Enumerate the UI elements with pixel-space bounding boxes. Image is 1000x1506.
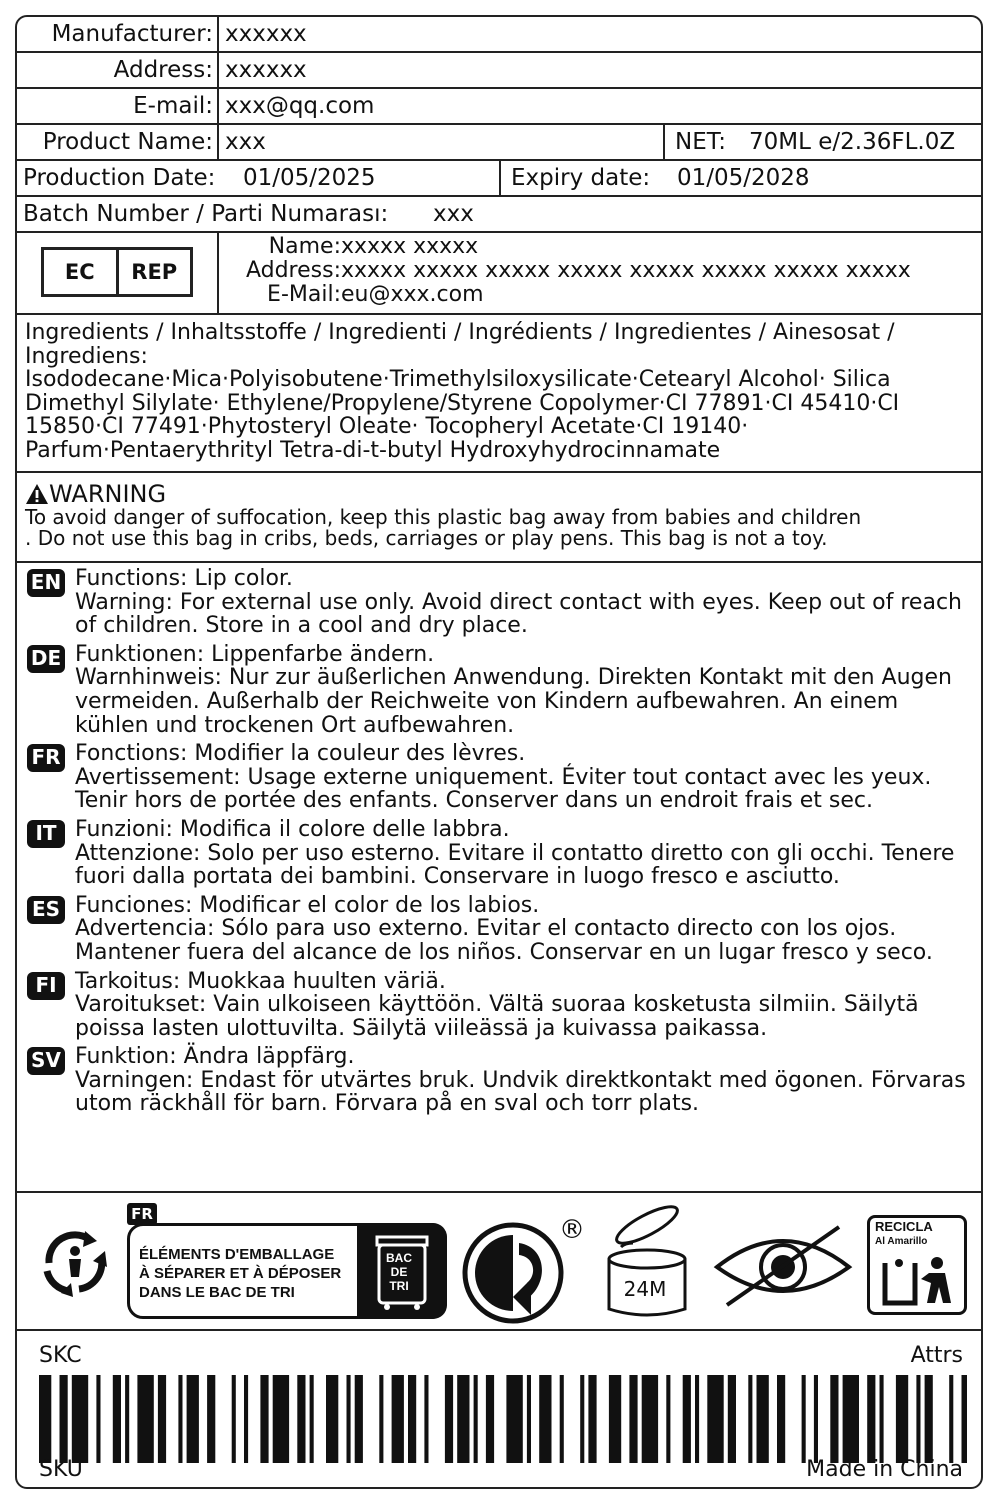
barcode-bar: [560, 1375, 564, 1463]
ingredients-heading: Ingredients / Inhaltsstoffe / Ingredienti / Ingrédients / Ingredientes / Ainesosat / Ingrediens:: [25, 320, 895, 369]
ingredients-list: Isododecane·Mica·Polyisobutene·Trimethylsiloxysilicate·Cetearyl Alcohol· Silica Dimethyl Silylate· Ethylene/Propylene/Styrene Copolymer·CI 77891·CI 45410·CI 15850·CI 77491·Phytosteryl Oleate· Tocopheryl Acetate·CI 19140· Parfum·Pentaerythrityl Tetra-di-t-butyl Hydroxyhydrocinnamate: [25, 367, 900, 463]
barcode-bar: [925, 1375, 933, 1463]
triman-line-2: À SÉPARER ET À DÉPOSER: [139, 1265, 342, 1282]
barcode-bar: [867, 1375, 875, 1463]
lang-block-de: [19, 643, 973, 737]
lang-warning-es: Advertencia: Sólo para uso externo. Evitar el contacto directo con los ojos. Mantener fuera del alcance de los niños. Conservar en un lugar fresco y seco.: [75, 916, 933, 965]
rep-email-label: E-Mail:: [267, 282, 341, 307]
production-date-label: Production Date:: [23, 165, 216, 191]
barcode-bar: [748, 1375, 752, 1463]
barcode-bar: [207, 1375, 215, 1463]
barcode-bar: [297, 1375, 305, 1463]
bac-line-1: BAC: [386, 1251, 412, 1265]
barcode-bar: [609, 1375, 621, 1463]
barcode-bar: [949, 1375, 953, 1463]
barcode-bar: [757, 1375, 769, 1463]
barcode-bar: [60, 1375, 68, 1463]
barcode-bar: [244, 1375, 248, 1463]
product-name-value: xxx: [225, 129, 266, 155]
ec-rep-details: [231, 235, 911, 307]
manufacturer-label: Manufacturer:: [51, 21, 213, 47]
barcode-bar: [814, 1375, 818, 1463]
pao-text: 24M: [623, 1277, 667, 1301]
barcode-bar: [355, 1375, 363, 1463]
lang-badge-en: EN: [27, 569, 65, 597]
symbols-section: [17, 1193, 981, 1331]
barcode-bar: [96, 1375, 100, 1463]
barcode-bar: [379, 1375, 383, 1463]
barcode-bar: [273, 1375, 289, 1463]
barcode-bar: [445, 1375, 453, 1463]
barcode-bar: [260, 1375, 268, 1463]
barcode-bar: [457, 1375, 469, 1463]
barcode-bar: [486, 1375, 494, 1463]
barcode-bar: [113, 1375, 121, 1463]
lang-warning-fr: Avertissement: Usage externe uniquement. Éviter tout contact avec les yeux. Tenir hors de portée des enfants. Conserver dans un endroit frais et sec.: [75, 764, 932, 814]
lang-function-en: Functions: Lip color.: [75, 566, 293, 591]
email-row: [17, 89, 981, 125]
triman-line-1: ÉLÉMENTS D'EMBALLAGE: [139, 1246, 335, 1263]
product-row: [17, 125, 981, 161]
barcode-skc: SKC: [39, 1343, 82, 1368]
address-row: [17, 53, 981, 89]
lang-function-it: Funzioni: Modifica il colore delle labbra.: [75, 816, 510, 842]
recicla-subtitle: Al Amarillo: [875, 1236, 928, 1247]
barcode-bar: [580, 1375, 584, 1463]
barcode-bar: [158, 1375, 166, 1463]
ec-text: EC: [44, 250, 119, 294]
barcode-bar: [39, 1375, 51, 1463]
warning-title: WARNING: [49, 480, 167, 508]
rep-name-value: xxxxx xxxxx: [341, 234, 479, 259]
barcode-bar: [310, 1375, 314, 1463]
registered-mark: ®: [559, 1215, 585, 1245]
lang-block-es: [19, 894, 973, 965]
batch-row: [17, 197, 981, 233]
address-value: xxxxxx: [225, 57, 307, 83]
lang-block-sv: [19, 1045, 973, 1116]
triman-recycle-icon: [35, 1223, 115, 1303]
manufacturer-row: [17, 17, 981, 53]
rep-address-label: Address:: [245, 258, 341, 283]
batch-label: Batch Number / Parti Numarası:: [23, 201, 389, 227]
barcode-bar: [588, 1375, 596, 1463]
barcode-bar: [843, 1375, 859, 1463]
production-date-value: 01/05/2025: [243, 165, 376, 191]
barcode-bar: [506, 1375, 522, 1463]
product-label: [15, 15, 983, 1489]
barcode-bar: [326, 1375, 338, 1463]
net-value: 70ML e/2.36FL.0Z: [749, 129, 956, 155]
bac-text: [379, 1251, 419, 1293]
barcode-bar: [880, 1375, 884, 1463]
bac-line-2: DE: [390, 1265, 408, 1279]
recicla-title: RECICLA: [875, 1219, 933, 1234]
rep-address-value: xxxxx xxxxx xxxxx xxxxx xxxxx xxxxx xxxxx xxxxx: [341, 258, 911, 283]
warning-line-1: To avoid danger of suffocation, keep this plastic bag away from babies and children: [25, 505, 862, 529]
ec-rep-symbol: [41, 247, 193, 297]
net-label: NET:: [675, 129, 727, 155]
barcode-bar: [347, 1375, 351, 1463]
triman-text: [139, 1245, 341, 1302]
barcode-bar: [137, 1375, 153, 1463]
barcode-bar: [802, 1375, 806, 1463]
rep-text: REP: [131, 260, 178, 284]
barcode-bar: [125, 1375, 129, 1463]
barcode-bar: [187, 1375, 199, 1463]
lang-warning-de: Warnhinweis: Nur zur äußerlichen Anwendung. Direkten Kontakt mit den Augen vermeiden. Außerhalb der Reichweite von Kindern aufbewahren. An einem kühlen und trockenen Ort aufbewahren.: [75, 665, 952, 738]
barcode-bar: [642, 1375, 658, 1463]
lang-block-fi: [19, 970, 973, 1041]
barcode-bar: [424, 1375, 428, 1463]
lang-warning-fi: Varoitukset: Vain ulkoiseen käyttöön. Vältä suoraa kosketusta silmiin. Säilytä poissa lasten ulottuvilta. Säilytä viileässä ja kuivassa paikassa.: [75, 992, 919, 1041]
batch-value: xxx: [433, 201, 474, 227]
barcode-bar: [777, 1375, 785, 1463]
triman-fr-badge: FR: [127, 1203, 157, 1225]
barcode-sku: SKU: [39, 1457, 83, 1482]
lang-function-de: Funktionen: Lippenfarbe ändern.: [75, 641, 435, 667]
ec-rep-row: [17, 233, 981, 315]
address-label: Address:: [113, 57, 213, 83]
lang-function-fi: Tarkoitus: Muokkaa huulten väriä.: [75, 968, 446, 994]
barcode-bar: [392, 1375, 404, 1463]
lang-warning-en: Warning: For external use only. Avoid direct contact with eyes. Keep out of reach of children. Store in a cool and dry place.: [75, 589, 962, 639]
recicla-person-bin-icon: [881, 1253, 957, 1309]
email-label: E-mail:: [133, 93, 213, 119]
lang-function-es: Funciones: Modificar el color de los labios.: [75, 892, 540, 918]
lang-badge-es: ES: [27, 896, 65, 924]
barcode-bar: [695, 1375, 699, 1463]
dates-row: [17, 161, 981, 197]
lang-function-sv: Funktion: Ändra läppfärg.: [75, 1044, 355, 1070]
rep-name-label: Name:: [268, 234, 341, 259]
barcode-bar: [72, 1375, 88, 1463]
avoid-eyes-icon: [713, 1223, 853, 1307]
ingredients-section: [17, 315, 981, 473]
green-dot-icon: [461, 1221, 565, 1325]
barcode-bar: [916, 1375, 920, 1463]
barcode-bar: [896, 1375, 908, 1463]
warning-section: [17, 473, 981, 563]
barcode-bar: [728, 1375, 736, 1463]
email-value: xxx@qq.com: [225, 93, 375, 119]
barcode-bar: [527, 1375, 531, 1463]
rep-email-value: eu@xxx.com: [341, 282, 484, 307]
lang-badge-de: DE: [27, 645, 65, 673]
lang-block-fr: [19, 742, 973, 813]
lang-warning-it: Attenzione: Solo per uso esterno. Evitare il contatto diretto con gli occhi. Tenere fuori dalla portata dei bambini. Conservare in luogo fresco e asciutto.: [75, 840, 955, 890]
barcode-section: [17, 1331, 981, 1489]
barcode-bars: [39, 1375, 967, 1463]
lang-badge-fr: FR: [27, 744, 65, 772]
multilingual-section: [17, 563, 981, 1193]
barcode-bar: [474, 1375, 478, 1463]
lang-badge-fi: FI: [27, 972, 65, 1000]
manufacturer-value: xxxxxx: [225, 21, 307, 47]
barcode-bar: [629, 1375, 637, 1463]
lang-badge-it: IT: [27, 820, 65, 848]
lang-block-it: [19, 818, 973, 889]
product-name-label: Product Name:: [42, 129, 213, 155]
lang-badge-sv: SV: [27, 1047, 65, 1075]
barcode-bar: [683, 1375, 691, 1463]
barcode-bar: [178, 1375, 182, 1463]
expiry-date-label: Expiry date:: [511, 165, 651, 191]
pao-jar-icon: [603, 1203, 693, 1323]
barcode-bar: [232, 1375, 236, 1463]
lang-warning-sv: Varningen: Endast för utvärtes bruk. Undvik direktkontakt med ögonen. Förvaras utom räckhåll för barn. Förvara på en sval och torr plats.: [75, 1067, 966, 1117]
bac-line-3: TRI: [389, 1279, 409, 1293]
lang-block-en: [19, 567, 973, 638]
lang-function-fr: Fonctions: Modifier la couleur des lèvres.: [75, 741, 526, 767]
barcode-attrs: Attrs: [910, 1343, 963, 1368]
barcode-bar: [408, 1375, 416, 1463]
warning-triangle-icon: [25, 483, 49, 505]
barcode-bar: [962, 1375, 968, 1463]
expiry-date-value: 01/05/2028: [677, 165, 810, 191]
barcode-bar: [830, 1375, 838, 1463]
triman-line-3: DANS LE BAC DE TRI: [139, 1284, 295, 1301]
barcode-bar: [539, 1375, 551, 1463]
barcode-bar: [707, 1375, 723, 1463]
barcode-made-in: Made in China: [806, 1457, 963, 1482]
barcode-bar: [666, 1375, 670, 1463]
warning-line-2: . Do not use this bag in cribs, beds, carriages or play pens. This bag is not a toy.: [25, 526, 828, 550]
